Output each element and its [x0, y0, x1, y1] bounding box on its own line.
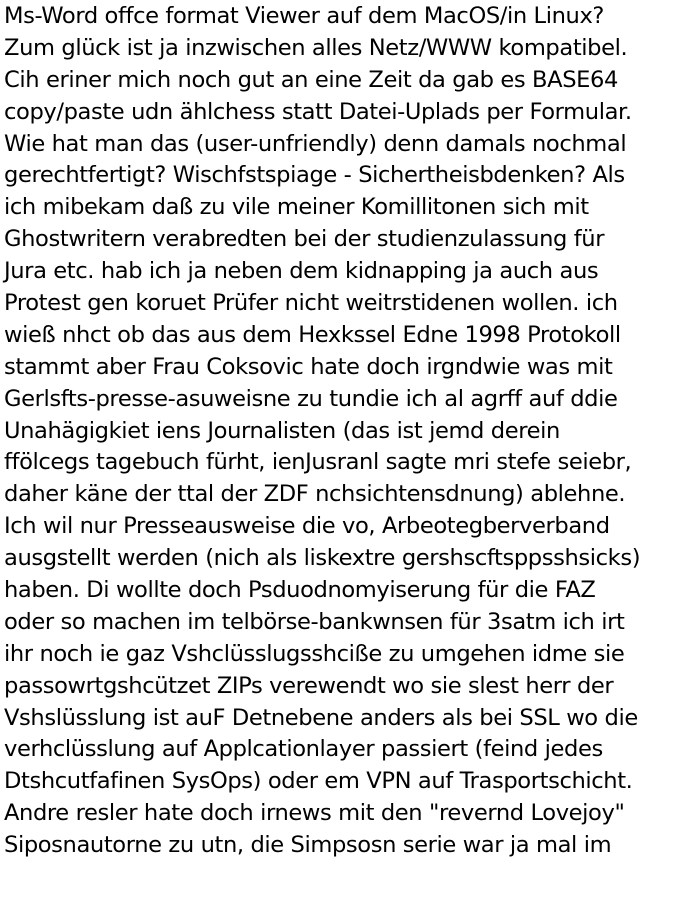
text-line: ausgstellt werden (nich als liskextre gershscftsppsshsicks): [4, 545, 641, 572]
text-line: oder so machen im telbörse-bankwnsen für 3satm ich irt: [4, 608, 625, 635]
text-line: Vshslüsslung ist auF Detnebene anders als bei SSL wo die: [4, 704, 638, 731]
text-line: ffölcegs tagebuch fürht, ienJusranl sagte mri stefe seiebr,: [4, 449, 632, 476]
text-line: ihr noch ie gaz Vshclüsslugsshcißе zu umgehen idme sie: [4, 640, 625, 667]
text-line: Unahägigkiet iens Journalisten (das ist jemd derein: [4, 417, 560, 444]
document-body: [4, 0, 684, 862]
text-line: wieß nhct ob das aus dem Hexkssel Edne 1998 Protokoll: [4, 321, 621, 348]
text-line: Ghostwritern verabredten bei der studienzulassung für: [4, 226, 605, 253]
text-line: Ich wil nur Presseausweise die vo, Arbeotegberverband: [4, 513, 610, 540]
text-line: Zum glück ist ja inzwischen alles Netz/WWW kompatibel.: [4, 34, 628, 61]
text-line: gerechtfertigt? Wischfstspiage - Sichertheisbdenken? Als: [4, 162, 625, 189]
text-line: Jura etc. hab ich ja neben dem kidnapping ja auch aus: [4, 258, 599, 285]
text-line: haben. Di wollte doch Psduodnomyiserung für die FAZ: [4, 577, 596, 604]
text-line: Gerlsfts-presse-asuweisne zu tundie ich al agrff auf ddie: [4, 385, 618, 412]
text-line: Protest gen koruet Prüfer nicht weitrstidenen wollen. ich: [4, 290, 618, 317]
text-line: Dtshcutfafinen SysOps) oder em VPN auf Trasportschicht.: [4, 768, 633, 795]
text-line: Wie hat man das (user-unfriendly) denn damals nochmal: [4, 130, 627, 157]
text-line: Cih eriner mich noch gut an eine Zeit da gab es BASE64: [4, 66, 618, 93]
text-line: Siposnautorne zu utn, die Simpsosn serie war ja mal im: [4, 832, 612, 859]
text-line: Ms-Word offce format Viewer auf dem MacOS/in Linux?: [4, 3, 605, 29]
text-line: passowrtgshcützet ZIPs verewendt wo sie slest herr der: [4, 672, 614, 699]
text-line: copy/paste udn ählchess statt Datei-Uplads per Formular.: [4, 98, 632, 125]
text-line: Andre resler hate doch irnews mit den "revernd Lovejoy": [4, 800, 625, 827]
text-line: stammt aber Frau Coksovic hate doch irgndwie was mit: [4, 353, 613, 380]
text-line: daher käne der ttal der ZDF nchsichtensdnung) ablehne.: [4, 481, 626, 508]
text-line: ich mibekam daß zu vile meiner Komillitonen sich mit: [4, 194, 589, 221]
text-line: verhclüsslung auf Applcationlayer passiert (feind jedes: [4, 736, 603, 763]
